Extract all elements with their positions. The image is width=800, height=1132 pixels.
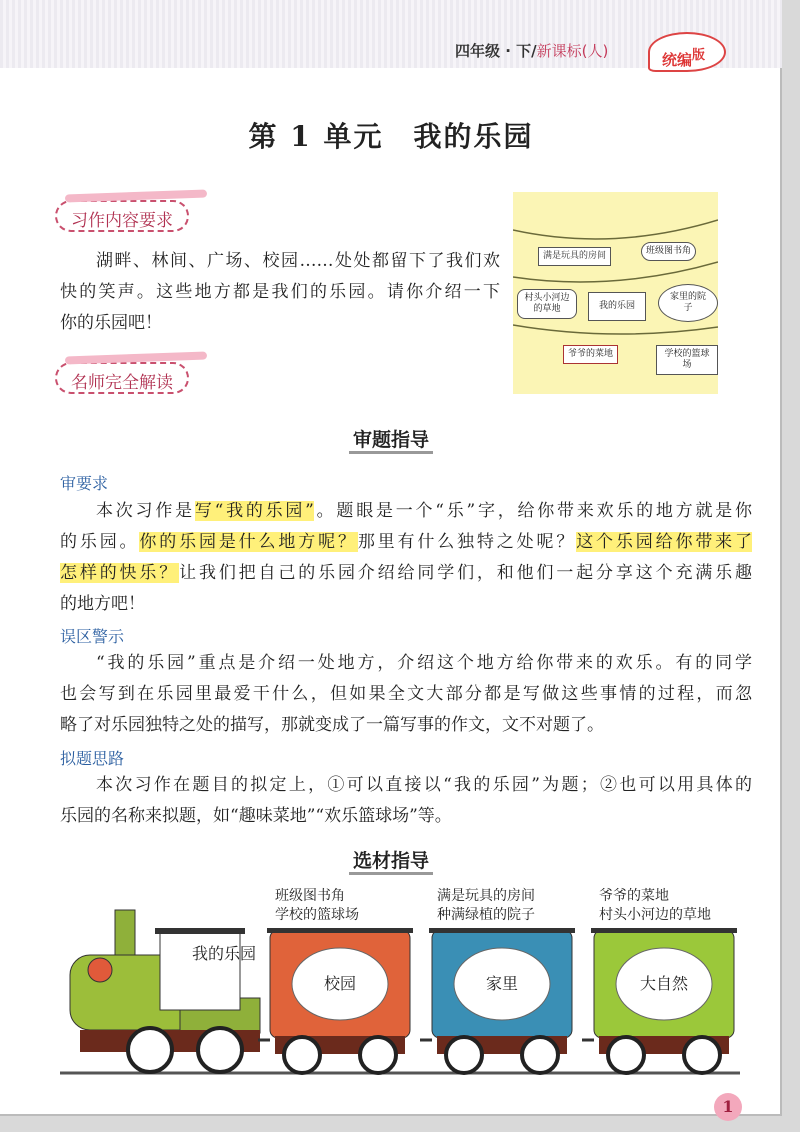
- text-segment: 本次习作是: [96, 501, 195, 521]
- highlighted-text: 写“我的乐园”: [194, 501, 314, 521]
- requirements-analysis-paragraph: [60, 496, 752, 620]
- text-segment: 的地方吧！: [60, 594, 145, 614]
- text-line: 你的乐园吧！: [60, 313, 162, 333]
- train-illustration: [40, 890, 760, 1080]
- board-tag: 班级图书角: [641, 242, 696, 261]
- text-line: 略了对乐园独特之处的描写，那就变成了一篇写事的作文，文不对题了。: [60, 715, 604, 735]
- locomotive: [70, 910, 260, 1072]
- board-tag: 村头小河边的草地: [517, 289, 577, 319]
- car-label: 校园: [323, 974, 356, 993]
- text-line: “我的乐园”重点是介绍一处地方，介绍这个地方给你带来的欢乐。有的同学: [96, 653, 752, 673]
- edition-sup: 版: [692, 48, 706, 63]
- board-tag: 我的乐园: [588, 292, 646, 321]
- grade-text: 四年级 · 下/: [455, 42, 537, 60]
- standard-text: 新课标(人): [536, 42, 609, 60]
- text-line: 乐园的名称来拟题，如“趣味菜地”“欢乐篮球场”等。: [60, 806, 452, 826]
- train-car: [258, 928, 413, 1073]
- board-tag: 满是玩具的房间: [538, 247, 611, 266]
- highlighted-text: 怎样的快乐？: [60, 563, 180, 583]
- subheading-requirements: 审要求: [60, 474, 109, 493]
- heading-text: 选材指导: [349, 850, 433, 875]
- text-segment: 。题眼是一个“乐”字，给你带来欢乐的地方就是你: [313, 501, 752, 521]
- board-tag: 学校的篮球场: [656, 345, 718, 375]
- board-tag: 家里的院子: [658, 284, 718, 322]
- unit-title: 第 1 单元 我的乐园: [248, 120, 534, 153]
- caption-line: 爷爷的菜地: [599, 888, 669, 904]
- title-ideas-paragraph: [60, 770, 752, 832]
- caption-line: 班级图书角: [275, 888, 345, 904]
- heading-text: 审题指导: [349, 429, 433, 454]
- text-line: 也会写到在乐园里最爱干什么，但如果全文大部分都是写做这些事情的过程，而忽: [60, 684, 752, 704]
- section-badge-analysis: 名师完全解读: [55, 362, 189, 394]
- text-line: 湖畔、林间、广场、校园……处处都留下了我们欢: [96, 251, 500, 271]
- text-line: [60, 496, 752, 527]
- train-car: [582, 928, 737, 1073]
- car-captions: [599, 887, 759, 925]
- page-header: [0, 0, 782, 68]
- highlighted-text: 你的乐园是什么地方呢？: [139, 532, 358, 552]
- text-line: [60, 558, 752, 589]
- text-segment: 让我们把自己的乐园介绍给同学们，和他们一起分享这个充满乐趣: [179, 563, 753, 583]
- text-line: [60, 589, 752, 620]
- text-segment: 那里有什么独特之处呢？: [357, 532, 577, 552]
- edition-text: 统编: [662, 51, 693, 69]
- section-badge-requirements: 习作内容要求: [55, 200, 189, 232]
- text-line: 本次习作在题目的拟定上，①可以直接以“我的乐园”为题；②也可以用具体的: [96, 775, 752, 795]
- paradise-board-illustration: [513, 192, 718, 394]
- car-label: 家里: [485, 974, 518, 993]
- subheading-title-ideas: 拟题思路: [60, 749, 125, 768]
- text-line: 快的笑声。这些地方都是我们的乐园。请你介绍一下: [60, 282, 500, 302]
- highlighted-text: 这个乐园给你带来了: [576, 532, 753, 552]
- caption-line: 村头小河边的草地: [599, 907, 711, 923]
- edition-badge: [648, 32, 726, 72]
- caption-line: 满是玩具的房间: [437, 888, 535, 904]
- car-captions: [275, 887, 435, 925]
- text-segment: 的乐园。: [60, 532, 140, 552]
- car-label: 大自然: [639, 974, 688, 993]
- text-line: [60, 527, 752, 558]
- engine-label: 我的乐园: [191, 944, 256, 963]
- heading-material-guide: [0, 846, 782, 873]
- board-tag: 爷爷的菜地: [563, 345, 618, 364]
- heading-topic-guide: [0, 425, 782, 452]
- car-captions: [437, 887, 597, 925]
- train-car: [420, 928, 575, 1073]
- caption-line: 种满绿植的院子: [437, 907, 535, 923]
- subheading-pitfalls: 误区警示: [60, 627, 125, 646]
- pitfalls-paragraph: [60, 648, 752, 741]
- caption-line: 学校的篮球场: [275, 907, 359, 923]
- page-number: 1: [714, 1093, 742, 1121]
- requirements-paragraph: [60, 246, 500, 339]
- grade-label: [455, 40, 608, 61]
